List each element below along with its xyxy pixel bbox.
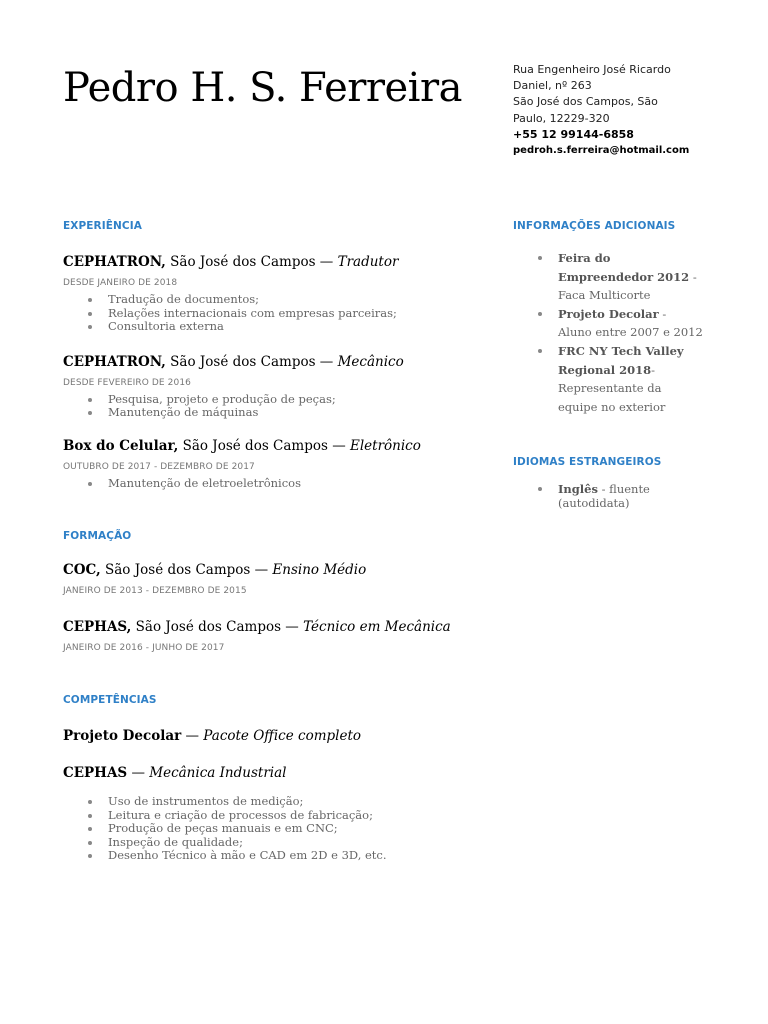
entry-role: Eletrônico xyxy=(350,437,421,454)
entry-title xyxy=(63,353,483,371)
entry-title xyxy=(63,727,483,745)
bullet-item: Manutenção de eletroeletrônicos xyxy=(108,477,483,491)
education-entry xyxy=(63,618,483,654)
skills-entry xyxy=(63,727,483,745)
item-detail: - Aluno entre 2007 e 2012 xyxy=(558,306,703,340)
bullet-item: Pesquisa, projeto e produção de peças; xyxy=(108,393,483,407)
address-line-1: Rua Engenheiro José Ricardo xyxy=(513,63,671,76)
address-line-2: Daniel, nº 263 xyxy=(513,79,592,93)
entry-role: Ensino Médio xyxy=(272,562,367,578)
bullet-item: Inspeção de qualidade; xyxy=(108,836,483,850)
bullet-item: Consultoria externa xyxy=(108,320,483,334)
experience-heading: EXPERIÊNCIA xyxy=(63,220,142,232)
skills-entry xyxy=(63,764,483,782)
item-detail: - Faca Multicorte xyxy=(558,269,697,303)
phone-number: +55 12 99144-6858 xyxy=(513,127,634,141)
entry-date: DESDE FEVEREIRO DE 2016 xyxy=(63,377,191,388)
education-heading: FORMAÇÃO xyxy=(63,530,132,542)
entry-title xyxy=(63,253,483,271)
additional-info-heading: INFORMAÇÕES ADICIONAIS xyxy=(513,220,676,232)
skills-heading: COMPETÊNCIAS xyxy=(63,694,157,706)
entry-title xyxy=(63,764,483,782)
entry-role: Mecânica Industrial xyxy=(149,765,287,781)
entry-date: OUTUBRO DE 2017 - DEZEMBRO DE 2017 xyxy=(63,461,255,472)
bullet-item: Relações internacionais com empresas parceiras; xyxy=(108,307,483,321)
item-title: FRC NY Tech Valley Regional 2018 xyxy=(558,343,684,377)
experience-entry xyxy=(63,353,483,420)
language-name: Inglês xyxy=(558,482,598,497)
entry-org: Projeto Decolar xyxy=(63,728,182,744)
entry-date: JANEIRO DE 2013 - DEZEMBRO DE 2015 xyxy=(63,586,247,596)
language-level: - fluente (autodidata) xyxy=(558,482,650,511)
entry-role: Mecânico xyxy=(337,353,404,370)
entry-org: CEPHATRON, xyxy=(63,353,166,370)
entry-title xyxy=(63,618,483,636)
additional-info-list xyxy=(513,249,703,416)
experience-entry xyxy=(63,437,483,491)
side-column xyxy=(513,218,703,510)
bullet-item: Desenho Técnico à mão e CAD em 2D e 3D, etc. xyxy=(108,849,483,863)
resume-name: Pedro H. S. Ferreira xyxy=(63,65,462,111)
education-entry xyxy=(63,561,483,597)
skills-bullets xyxy=(63,795,483,863)
address-line-3: São José dos Campos, São xyxy=(513,95,658,109)
entry-org: CEPHAS xyxy=(63,765,128,781)
entry-location: São José dos Campos — xyxy=(165,353,338,370)
languages-list xyxy=(513,482,703,510)
email-address: pedroh.s.ferreira@hotmail.com xyxy=(513,145,690,157)
main-column xyxy=(63,218,483,863)
bullet-item: Produção de peças manuais e em CNC; xyxy=(108,822,483,836)
entry-date: DESDE JANEIRO DE 2018 xyxy=(63,278,178,288)
languages-heading: IDIOMAS ESTRANGEIROS xyxy=(513,456,662,469)
additional-info-item xyxy=(558,305,703,342)
entry-title xyxy=(63,561,483,579)
entry-title xyxy=(63,437,483,455)
additional-info-item xyxy=(558,342,703,416)
entry-location: São José dos Campos — xyxy=(131,619,304,635)
entry-location: São José dos Campos — xyxy=(165,254,338,270)
bullet-item: Tradução de documentos; xyxy=(108,293,483,307)
entry-date: JANEIRO DE 2016 - JUNHO DE 2017 xyxy=(63,643,225,653)
entry-bullets xyxy=(63,293,483,334)
item-title: Projeto Decolar xyxy=(558,306,659,321)
entry-org: COC, xyxy=(63,562,101,578)
address-line-4: Paulo, 12229-320 xyxy=(513,111,610,125)
item-detail: - Representante da equipe no exterior xyxy=(558,362,666,414)
additional-info-item xyxy=(558,249,703,305)
entry-location: São José dos Campos — xyxy=(100,562,273,578)
entry-role: Técnico em Mecânica xyxy=(303,619,451,635)
entry-org: CEPHATRON, xyxy=(63,254,166,270)
bullet-item: Manutenção de máquinas xyxy=(108,406,483,420)
entry-separator: — xyxy=(127,765,150,781)
bullet-item: Leitura e criação de processos de fabricação; xyxy=(108,809,483,823)
language-item xyxy=(558,482,703,510)
entry-role: Tradutor xyxy=(337,254,399,270)
bullet-item: Uso de instrumentos de medição; xyxy=(108,795,483,809)
item-title: Feira do Empreendedor 2012 xyxy=(558,251,690,284)
contact-block xyxy=(513,62,713,159)
experience-entry xyxy=(63,253,483,334)
entry-org: Box do Celular, xyxy=(63,437,179,454)
entry-bullets xyxy=(63,393,483,420)
entry-bullets xyxy=(63,477,483,491)
entry-location: São José dos Campos — xyxy=(178,437,350,454)
entry-separator: — xyxy=(181,728,204,744)
entry-org: CEPHAS, xyxy=(63,619,132,635)
entry-role: Pacote Office completo xyxy=(203,728,361,744)
